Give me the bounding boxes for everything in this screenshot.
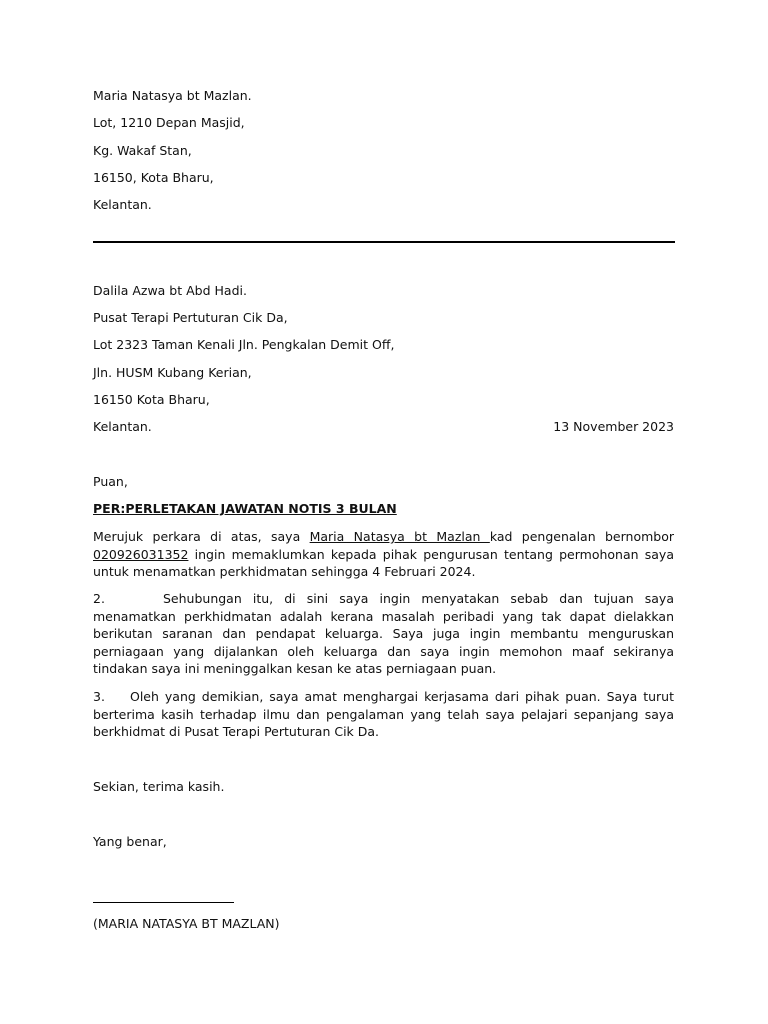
paragraph-1-text-b: kad pengenalan bernombor	[489, 529, 674, 544]
letterhead-divider	[93, 241, 675, 243]
sender-address-line-2: Kg. Wakaf Stan,	[93, 143, 192, 158]
paragraph-1	[93, 528, 674, 581]
sender-address-line-3: 16150, Kota Bharu,	[93, 170, 214, 185]
closing-remark: Sekian, terima kasih.	[93, 779, 225, 794]
paragraph-1-text-c: ingin memaklumkan kepada pihak pengurusan tentang permohonan saya untuk menamatkan perkhidmatan sehingga 4 Februari 2024.	[93, 546, 674, 579]
sender-address-line-1: Lot, 1210 Depan Masjid,	[93, 115, 245, 130]
signature-line	[93, 902, 234, 903]
signatory-name: (MARIA NATASYA BT MAZLAN)	[93, 916, 280, 931]
paragraph-2-number: 2.	[93, 591, 105, 606]
sender-address-line-4: Kelantan.	[93, 197, 152, 212]
recipient-address-line-4: 16150 Kota Bharu,	[93, 392, 210, 407]
sign-off: Yang benar,	[93, 834, 167, 849]
paragraph-3-text: Oleh yang demikian, saya amat menghargai kerjasama dari pihak puan. Saya turut berterima kasih terhadap ilmu dan pengalaman yang telah saya pelajari sepanjang saya berkhidmat di Pusat Terapi Pertuturan Cik Da.	[93, 689, 674, 739]
paragraph-2	[93, 590, 674, 678]
letter-subject: PER:PERLETAKAN JAWATAN NOTIS 3 BULAN	[93, 501, 397, 516]
recipient-name: Dalila Azwa bt Abd Hadi.	[93, 283, 247, 298]
ic-number: 020926031352	[93, 546, 189, 562]
paragraph-3	[93, 688, 674, 741]
recipient-address-line-3: Jln. HUSM Kubang Kerian,	[93, 365, 252, 380]
paragraph-2-text: Sehubungan itu, di sini saya ingin menyatakan sebab dan tujuan saya menamatkan perkhidmatan adalah kerana masalah peribadi yang tak dapat dielakkan berikutan saranan dan pendapat keluarga. Saya juga ingin membantu menguruskan perniagaan yang dijalankan oleh keluarga dan saya ingin memohon maaf sekiranya tindakan saya ini meninggalkan kesan ke atas perniagaan puan.	[93, 591, 674, 676]
recipient-address-line-5: Kelantan.	[93, 419, 152, 434]
paragraph-1-text-a: Merujuk perkara di atas, saya	[93, 529, 310, 544]
paragraph-1-sender-name: Maria Natasya bt Mazlan	[309, 529, 490, 544]
salutation: Puan,	[93, 474, 128, 489]
recipient-address-line-2: Lot 2323 Taman Kenali Jln. Pengkalan Demit Off,	[93, 337, 395, 352]
sender-name: Maria Natasya bt Mazlan.	[93, 88, 252, 103]
letter-date: 13 November 2023	[553, 419, 674, 434]
paragraph-3-number: 3.	[93, 689, 105, 704]
recipient-address-line-1: Pusat Terapi Pertuturan Cik Da,	[93, 310, 288, 325]
